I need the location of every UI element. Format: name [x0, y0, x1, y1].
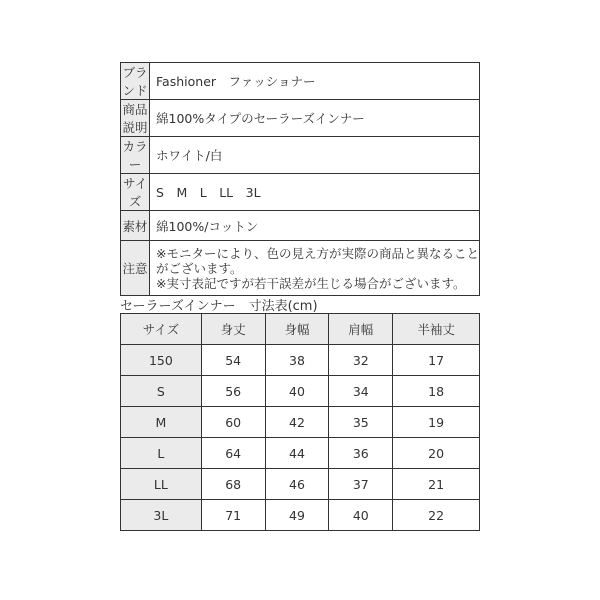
- size-cell: L: [121, 438, 202, 469]
- table-cell: 46: [265, 469, 329, 500]
- info-value: ホワイト/白: [150, 137, 480, 174]
- caution-note-line: ※実寸表記ですが若干誤差が生じる場合がございます。: [156, 275, 466, 291]
- table-cell: 37: [329, 469, 393, 500]
- table-cell: 35: [329, 407, 393, 438]
- info-row-caution: [121, 241, 480, 296]
- table-cell: 71: [201, 500, 265, 531]
- table-cell: 44: [265, 438, 329, 469]
- table-cell: 22: [393, 500, 480, 531]
- info-label: 素材: [121, 211, 150, 241]
- info-row-color: [121, 137, 480, 174]
- column-header: 肩幅: [329, 314, 393, 345]
- table-cell: 18: [393, 376, 480, 407]
- info-row-brand: [121, 63, 480, 100]
- info-value: Fashioner ファッショナー: [150, 63, 480, 100]
- table-cell: 21: [393, 469, 480, 500]
- caution-notes: [150, 241, 480, 296]
- caution-note-line: がございます。: [156, 260, 243, 276]
- product-info-table: [120, 62, 480, 296]
- info-label: 注意: [121, 241, 150, 296]
- table-cell: 64: [201, 438, 265, 469]
- table-row: [121, 469, 480, 500]
- info-row-size: [121, 174, 480, 211]
- table-cell: 40: [329, 500, 393, 531]
- table-cell: 20: [393, 438, 480, 469]
- caution-note-line: ※モニターにより、色の見え方が実際の商品と異なること: [156, 245, 479, 261]
- table-cell: 56: [201, 376, 265, 407]
- table-cell: 36: [329, 438, 393, 469]
- size-cell: M: [121, 407, 202, 438]
- table-cell: 49: [265, 500, 329, 531]
- info-label: カラー: [121, 137, 150, 174]
- info-value: 綿100%タイプのセーラーズインナー: [150, 100, 480, 137]
- table-cell: 68: [201, 469, 265, 500]
- info-label: ブランド: [121, 63, 150, 100]
- table-cell: 17: [393, 345, 480, 376]
- info-label: サイズ: [121, 174, 150, 211]
- size-chart-table: [120, 313, 480, 531]
- table-row: [121, 438, 480, 469]
- table-cell: 54: [201, 345, 265, 376]
- table-cell: 40: [265, 376, 329, 407]
- size-chart-caption: セーラーズインナー 寸法表(cm): [120, 299, 318, 314]
- column-header: 身丈: [201, 314, 265, 345]
- table-cell: 19: [393, 407, 480, 438]
- column-header: 身幅: [265, 314, 329, 345]
- table-cell: 60: [201, 407, 265, 438]
- table-cell: 42: [265, 407, 329, 438]
- info-row-material: [121, 211, 480, 241]
- size-chart-header-row: [121, 314, 480, 345]
- table-cell: 32: [329, 345, 393, 376]
- table-row: [121, 345, 480, 376]
- info-label: 商品説明: [121, 100, 150, 137]
- info-row-description: [121, 100, 480, 137]
- size-cell: 3L: [121, 500, 202, 531]
- table-cell: 38: [265, 345, 329, 376]
- table-row: [121, 500, 480, 531]
- info-value: 綿100%/コットン: [150, 211, 480, 241]
- column-header: 半袖丈: [393, 314, 480, 345]
- table-cell: 34: [329, 376, 393, 407]
- size-cell: 150: [121, 345, 202, 376]
- size-cell: S: [121, 376, 202, 407]
- column-header: サイズ: [121, 314, 202, 345]
- size-cell: LL: [121, 469, 202, 500]
- table-row: [121, 407, 480, 438]
- table-row: [121, 376, 480, 407]
- info-value: S M L LL 3L: [150, 174, 480, 211]
